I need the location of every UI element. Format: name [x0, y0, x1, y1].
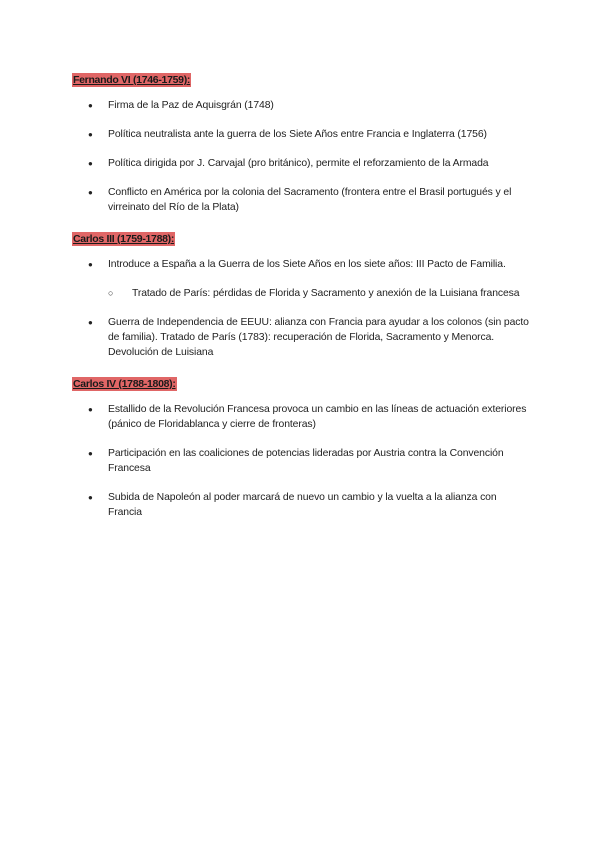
list-item: ● Política dirigida por J. Carvajal (pro británico), permite el reforzamiento de la Armada: [72, 156, 532, 171]
section-fernando-vi: [72, 70, 532, 215]
list-item: ● Firma de la Paz de Aquisgrán (1748): [72, 98, 532, 113]
section-heading: Fernando VI (1746-1759):: [73, 74, 191, 86]
list-item: ● Política neutralista ante la guerra de los Siete Años entre Francia e Inglaterra (1756): [72, 127, 532, 142]
bullet-list: [72, 98, 532, 215]
bullet-list: [72, 402, 532, 520]
list-item: ● Conflicto en América por la colonia del Sacramento (frontera entre el Brasil portugués y el virreinato del Río de la Plata): [72, 185, 532, 215]
bullet-list: [72, 257, 532, 360]
section-heading: Carlos IV (1788-1808):: [73, 378, 176, 390]
list-item: ● Guerra de Independencia de EEUU: alianza con Francia para ayudar a los colonos (sin pacto de familia). Tratado de París (1783): recuperación de Florida, Sacramento y Menorca. Devolución de Luisiana: [72, 315, 532, 360]
sub-bullet-list: [108, 286, 532, 301]
sub-list-item: ○ Tratado de París: pérdidas de Florida y Sacramento y anexión de la Luisiana francesa: [108, 286, 532, 301]
document-content: [72, 70, 532, 534]
section-heading: Carlos III (1759-1788):: [73, 233, 175, 245]
list-item-text: Introduce a España a la Guerra de los Siete Años en los siete años: III Pacto de Familia.: [108, 259, 506, 270]
section-carlos-iv: [72, 374, 532, 520]
list-item: ● Subida de Napoleón al poder marcará de nuevo un cambio y la vuelta a la alianza con Francia: [72, 490, 532, 520]
list-item: ● Participación en las coaliciones de potencias lideradas por Austria contra la Convención Francesa: [72, 446, 532, 476]
section-carlos-iii: [72, 229, 532, 360]
list-item: [72, 257, 532, 301]
list-item: ● Estallido de la Revolución Francesa provoca un cambio en las líneas de actuación exteriores (pánico de Floridablanca y cierre de fronteras): [72, 402, 532, 432]
